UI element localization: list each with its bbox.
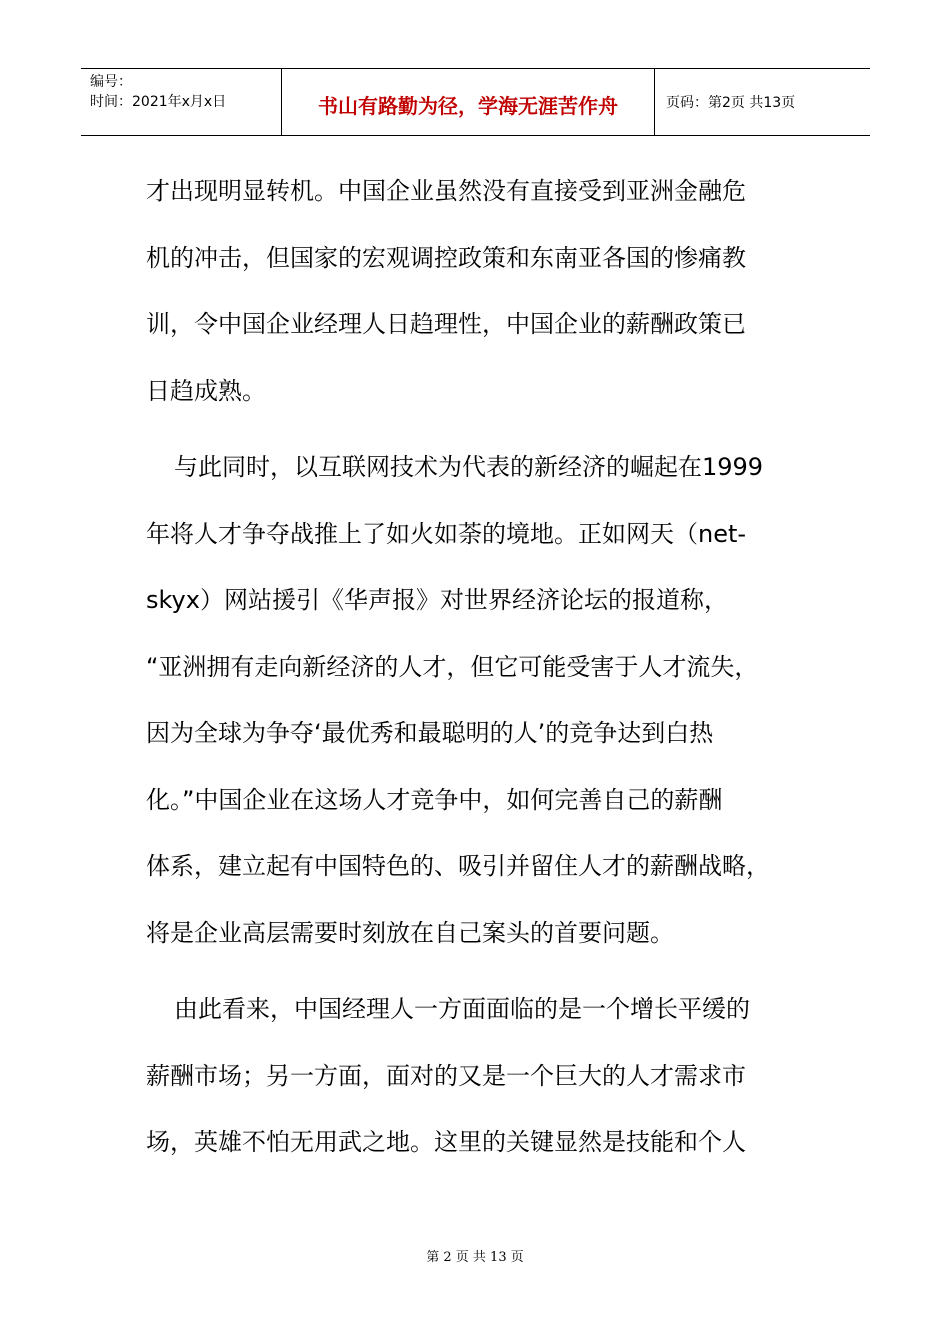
text-line: 体系，建立起有中国特色的、吸引并留住人才的薪酬战略， [146,852,770,880]
text-line: 才出现明显转机。中国企业虽然没有直接受到亚洲金融危 [146,177,746,205]
header-motto-cell [282,69,655,135]
text-line: 因为全球为争夺‘最优秀和最聪明的人’的竞争达到白热 [146,719,714,747]
text-line: 与此同时，以互联网技术为代表的新经济的崛起在1999 [174,453,764,481]
text-line: 将是企业高层需要时刻放在自己案头的首要问题。 [146,918,674,947]
document-body [146,158,811,1176]
paragraph-2 [146,434,811,966]
text-line: 由此看来，中国经理人一方面面临的是一个增长平缓的 [174,995,750,1023]
text-line: 化。”中国企业在这场人才竞争中，如何完善自己的薪酬 [146,785,723,814]
paragraph-1 [146,158,811,424]
text-line: 场，英雄不怕无用武之地。这里的关键显然是技能和个人 [146,1128,746,1156]
document-date: 时间：2021年x月x日 [90,94,227,110]
header-motto: 书山有路勤为径，学海无涯苦作舟 [318,93,618,118]
page-header [81,68,870,136]
page-footer: 第 2 页 共 13 页 [426,1250,524,1265]
text-line: 年将人才争夺战推上了如火如荼的境地。正如网天（net- [146,519,747,548]
text-line: 训，令中国企业经理人日趋理性，中国企业的薪酬政策已 [146,310,746,338]
text-line: 日趋成熟。 [146,376,266,405]
text-line: skyx）网站援引《华声报》对世界经济论坛的报道称， [146,586,728,614]
text-line: 薪酬市场；另一方面，面对的又是一个巨大的人才需求市 [146,1061,746,1090]
text-line: 机的冲击，但国家的宏观调控政策和东南亚各国的惨痛教 [146,243,746,272]
header-meta [81,69,282,135]
paragraph-3 [146,976,811,1176]
document-number-label: 编号： [90,74,132,90]
header-page-info: 页码：第2页 共13页 [666,95,796,111]
text-line: “亚洲拥有走向新经济的人才，但它可能受害于人才流失， [146,652,759,681]
